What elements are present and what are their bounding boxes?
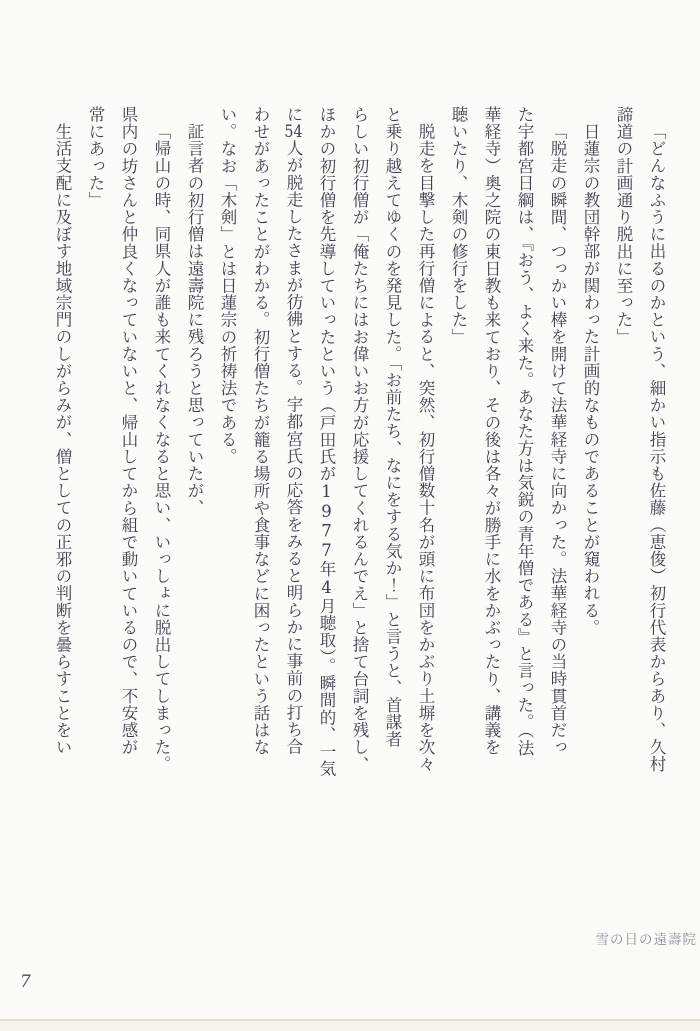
text-column: 華経寺）奥之院の東日教も来ており、その後は各々が勝手に水をかぶったり、講義を [482,106,501,756]
text-column: 証言者の初行僧は遠壽院に残ろうと思っていたが、 [185,123,204,517]
text-column: と乗り越えてゆくのを発見した。「お前たち、なにをする気か！」と言うと、首謀者 [383,106,402,748]
text-column: た宇都宮日綱は、『おう、よく来た。あなた方は気鋭の青年僧である』と言った。（法 [515,106,534,757]
text-column: 諦道の計画通り脱出に至った」 [614,106,633,346]
text-column: らしい初行僧が「俺たちにはお偉いお方が応援してくれるんでえ」と捨て台詞を残し、 [350,106,369,773]
text-column: 「帰山の時、同県人が誰も来てくれなくなると思い、いっしょに脱出してしまった。 [152,123,171,773]
page-number: 7 [20,972,31,992]
text-column: 脱走を目撃した再行僧によると、突然、初行僧数十名が頭に布団をかぶり土塀を次々 [416,123,435,773]
text-column: 常にあった」 [86,106,105,209]
running-title: 雪の日の遠壽院 [595,932,697,948]
text-column: に54人が脱走したさまが彷彿とする。宇都宮氏の応答をみると明らかに事前の打ち合 [284,106,303,756]
text-column: ほかの初行僧を先導していったという（戸田氏が1977年4月聴取）。瞬間的、一気 [317,106,336,778]
text-column: 聴いたり、木剣の修行をした」 [449,106,468,346]
body-text-block [46,106,673,806]
page-bottom-scan-edge [0,1019,700,1031]
text-column: 生活支配に及ぼす地域宗門のしがらみが、僧としての正邪の判断を曇らすことをい [53,123,72,756]
text-column: 日蓮宗の教団幹部が関わった計画的なものであることが窺われる。 [581,123,600,636]
text-column: わせがあったことがわかる。初行僧たちが籠る場所や食事などに困ったという話はな [251,106,270,756]
text-column: 「どんなふうに出るのかという、細かい指示も佐藤（恵俊）初行代表からあり、久村 [647,123,666,773]
text-column: 「脱走の瞬間、つっかい棒を開けて法華経寺に向かった。法華経寺の当時貫首だっ [548,123,567,756]
text-column: 県内の坊さんと仲良くなっていないと、帰山してから組で動いているので、不安感が [119,106,138,756]
text-column: い。なお「木剣」とは日蓮宗の祈祷法である。 [218,106,237,466]
